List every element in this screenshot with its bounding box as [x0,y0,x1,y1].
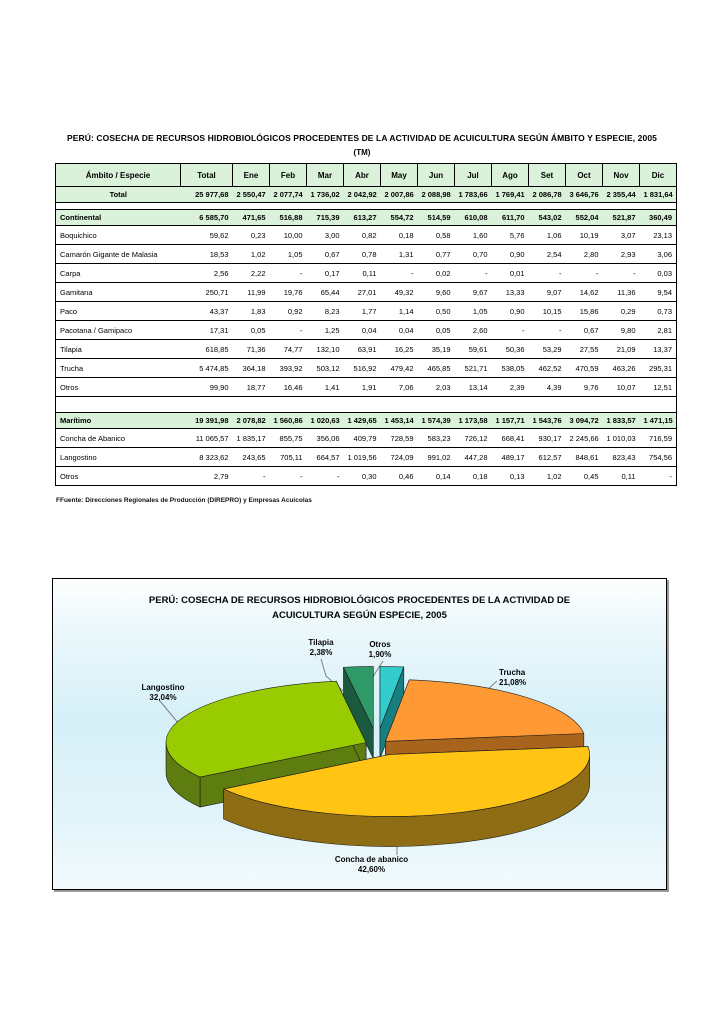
value-cell: 543,02 [529,210,566,226]
table-row [56,378,677,397]
value-cell: - [270,321,307,340]
value-cell: 848,61 [566,448,603,467]
table-row [56,264,677,283]
value-cell: 9,54 [640,283,677,302]
table-spacer-row [56,397,677,413]
value-cell: 0,58 [418,226,455,245]
row-label: Boquichico [56,226,181,245]
value-cell: 2 078,82 [233,413,270,429]
value-cell: 360,49 [640,210,677,226]
value-cell: 0,30 [344,467,381,486]
value-cell: 9,80 [603,321,640,340]
value-cell: 0,18 [455,467,492,486]
value-cell: 18,77 [233,378,270,397]
table-row [56,448,677,467]
value-cell: 23,13 [640,226,677,245]
row-label: Total [56,187,181,203]
value-cell: 0,46 [381,467,418,486]
value-cell: 1,25 [307,321,344,340]
value-cell: 1,31 [381,245,418,264]
value-cell: 552,04 [566,210,603,226]
pie-label-langostino [117,683,209,704]
table-row [56,359,677,378]
value-cell: 715,39 [307,210,344,226]
column-header: Oct [566,164,603,187]
value-cell: 1,60 [455,226,492,245]
value-cell: 1 019,56 [344,448,381,467]
value-cell: 516,92 [344,359,381,378]
value-cell: 1,02 [233,245,270,264]
spacer-cell [56,397,677,413]
value-cell: 59,61 [455,340,492,359]
value-cell: 6 585,70 [181,210,233,226]
value-cell: 1 157,71 [492,413,529,429]
value-cell: 3,00 [307,226,344,245]
pie-slice-trucha [385,680,583,742]
value-cell: 3 646,76 [566,187,603,203]
value-cell: 43,37 [181,302,233,321]
value-cell: 99,90 [181,378,233,397]
value-cell: 0,01 [492,264,529,283]
value-cell: 613,27 [344,210,381,226]
value-cell: - [270,467,307,486]
value-cell: 2 245,66 [566,429,603,448]
table-row [56,226,677,245]
row-label: Carpa [56,264,181,283]
value-cell: 14,62 [566,283,603,302]
value-cell: 728,59 [381,429,418,448]
slice-name: Trucha [499,668,526,677]
value-cell: 0,14 [418,467,455,486]
value-cell: 409,79 [344,429,381,448]
value-cell: 13,33 [492,283,529,302]
value-cell: 1,02 [529,467,566,486]
value-cell: 0,29 [603,302,640,321]
value-cell: 1,91 [344,378,381,397]
source-note: FFuente: Direcciones Regionales de Producción (DIREPRO) y Empresas Acuícolas [56,497,312,504]
value-cell: - [233,467,270,486]
value-cell: 4,39 [529,378,566,397]
value-cell: 27,01 [344,283,381,302]
value-cell: 53,29 [529,340,566,359]
table-row [56,413,677,429]
value-cell: 0,50 [418,302,455,321]
table-row [56,429,677,448]
value-cell: 16,46 [270,378,307,397]
value-cell: 0,67 [307,245,344,264]
value-cell: 27,55 [566,340,603,359]
value-cell: 0,82 [344,226,381,245]
value-cell: 618,85 [181,340,233,359]
value-cell: 0,45 [566,467,603,486]
value-cell: 2 007,86 [381,187,418,203]
value-cell: 668,41 [492,429,529,448]
table-row [56,321,677,340]
value-cell: 1,14 [381,302,418,321]
column-header: Ámbito / Especie [56,164,181,187]
row-label: Camarón Gigante de Malasia [56,245,181,264]
column-header: Jun [418,164,455,187]
value-cell: 612,57 [529,448,566,467]
value-cell: 10,00 [270,226,307,245]
value-cell: 724,09 [381,448,418,467]
value-cell: 1 835,17 [233,429,270,448]
value-cell: 2,93 [603,245,640,264]
value-cell: 1,83 [233,302,270,321]
column-header: Ene [233,164,270,187]
value-cell: 393,92 [270,359,307,378]
value-cell: 991,02 [418,448,455,467]
value-cell: 1 429,65 [344,413,381,429]
value-cell: - [529,321,566,340]
pie-label-concha [299,855,444,876]
value-cell: 611,70 [492,210,529,226]
value-cell: 471,65 [233,210,270,226]
row-label: Continental [56,210,181,226]
value-cell: 2,22 [233,264,270,283]
value-cell: 10,19 [566,226,603,245]
value-cell: 9,67 [455,283,492,302]
value-cell: 16,25 [381,340,418,359]
column-header: Nov [603,164,640,187]
table-spacer-row [56,203,677,210]
column-header: Set [529,164,566,187]
value-cell: 59,62 [181,226,233,245]
value-cell: 1 560,86 [270,413,307,429]
table-row [56,302,677,321]
value-cell: 19,76 [270,283,307,302]
value-cell: 855,75 [270,429,307,448]
value-cell: 11,99 [233,283,270,302]
value-cell: 1 020,63 [307,413,344,429]
value-cell: 0,92 [270,302,307,321]
value-cell: 2 042,92 [344,187,381,203]
row-label: Paco [56,302,181,321]
value-cell: 295,31 [640,359,677,378]
value-cell: 9,07 [529,283,566,302]
value-cell: 930,17 [529,429,566,448]
column-header: Feb [270,164,307,187]
value-cell: 15,86 [566,302,603,321]
slice-name: Tilapia [308,638,334,647]
value-cell: 1,77 [344,302,381,321]
value-cell: 132,10 [307,340,344,359]
value-cell: 13,37 [640,340,677,359]
value-cell: 2 550,47 [233,187,270,203]
value-cell: 463,26 [603,359,640,378]
value-cell: 5 474,85 [181,359,233,378]
value-cell: 10,15 [529,302,566,321]
slice-percent: 42,60% [357,865,386,875]
row-label: Langostino [56,448,181,467]
column-header: Mar [307,164,344,187]
value-cell: - [492,321,529,340]
value-cell: 823,43 [603,448,640,467]
value-cell: 664,57 [307,448,344,467]
table-row [56,467,677,486]
value-cell: 1,41 [307,378,344,397]
row-label: Tilapia [56,340,181,359]
table-row [56,283,677,302]
value-cell: - [381,264,418,283]
value-cell: 462,52 [529,359,566,378]
column-header: Jul [455,164,492,187]
value-cell: 0,17 [307,264,344,283]
value-cell: 21,09 [603,340,640,359]
pie-chart-panel [52,578,667,890]
value-cell: 0,67 [566,321,603,340]
value-cell: 489,17 [492,448,529,467]
value-cell: 465,85 [418,359,455,378]
value-cell: 0,13 [492,467,529,486]
value-cell: 705,11 [270,448,307,467]
value-cell: 65,44 [307,283,344,302]
value-cell: 726,12 [455,429,492,448]
value-cell: 71,36 [233,340,270,359]
value-cell: 9,76 [566,378,603,397]
value-cell: 0,70 [455,245,492,264]
value-cell: 8,23 [307,302,344,321]
value-cell: 49,32 [381,283,418,302]
value-cell: 470,59 [566,359,603,378]
slice-name: Concha de abanico [334,855,409,864]
value-cell: 554,72 [381,210,418,226]
value-cell: 364,18 [233,359,270,378]
value-cell: 1 769,41 [492,187,529,203]
value-cell: 3,07 [603,226,640,245]
value-cell: - [603,264,640,283]
value-cell: 2,80 [566,245,603,264]
unit-note: (TM) [353,148,371,157]
value-cell: 19 391,98 [181,413,233,429]
value-cell: 2,81 [640,321,677,340]
value-cell: 2 086,78 [529,187,566,203]
value-cell: - [529,264,566,283]
value-cell: - [566,264,603,283]
pie-3d-chart [53,579,666,889]
row-label: Marítimo [56,413,181,429]
value-cell: 12,51 [640,378,677,397]
value-cell: - [270,264,307,283]
value-cell: 25 977,68 [181,187,233,203]
value-cell: 35,19 [418,340,455,359]
value-cell: 356,06 [307,429,344,448]
value-cell: 1,06 [529,226,566,245]
value-cell: 716,59 [640,429,677,448]
value-cell: 2,03 [418,378,455,397]
value-cell: 1 173,58 [455,413,492,429]
value-cell: 2,60 [455,321,492,340]
value-cell: - [307,467,344,486]
value-cell: 2,56 [181,264,233,283]
document-title: PERÚ: COSECHA DE RECURSOS HIDROBIOLÓGICOS PROCEDENTES DE LA ACTIVIDAD DE ACUICULTURA SEGÚN ÁMBITO Y ESPECIE, 2005 [66,133,657,143]
value-cell: 1 010,03 [603,429,640,448]
slice-percent: 32,04% [149,693,177,703]
value-cell: 18,53 [181,245,233,264]
slice-name: Otros [369,640,391,649]
value-cell: 50,36 [492,340,529,359]
chart-title: PERÚ: COSECHA DE RECURSOS HIDROBIOLÓGICOS PROCEDENTES DE LA ACTIVIDAD DE ACUICULTURA SEGÚN ESPECIE, 2005 [148,595,571,621]
row-label: Otros [56,467,181,486]
slice-name: Langostino [141,683,185,692]
value-cell: 754,56 [640,448,677,467]
row-label: Otros [56,378,181,397]
value-cell: 2 088,98 [418,187,455,203]
value-cell: 0,11 [344,264,381,283]
value-cell: 0,02 [418,264,455,283]
value-cell: 1,05 [270,245,307,264]
value-cell: 0,73 [640,302,677,321]
value-cell: 5,76 [492,226,529,245]
value-cell: 538,05 [492,359,529,378]
value-cell: 1 574,39 [418,413,455,429]
value-cell: 0,90 [492,245,529,264]
value-cell: 1 736,02 [307,187,344,203]
value-cell: 7,06 [381,378,418,397]
value-cell: 1 543,76 [529,413,566,429]
table-header [56,164,677,187]
value-cell: 2,54 [529,245,566,264]
value-cell: 13,14 [455,378,492,397]
value-cell: 0,23 [233,226,270,245]
value-cell: 0,05 [233,321,270,340]
value-cell: 583,23 [418,429,455,448]
value-cell: 0,78 [344,245,381,264]
value-cell: 1 783,66 [455,187,492,203]
value-cell: 2,39 [492,378,529,397]
value-cell: 74,77 [270,340,307,359]
column-header: Abr [344,164,381,187]
column-header: Ago [492,164,529,187]
column-header: Dic [640,164,677,187]
value-cell: 503,12 [307,359,344,378]
slice-percent: 2,38% [309,648,333,658]
value-cell: 1 471,15 [640,413,677,429]
column-header: Total [181,164,233,187]
table-row [56,340,677,359]
value-cell: 2 355,44 [603,187,640,203]
column-header: May [381,164,418,187]
value-cell: 17,31 [181,321,233,340]
value-cell: 250,71 [181,283,233,302]
row-label: Pacotana / Gamipaco [56,321,181,340]
value-cell: 1 833,57 [603,413,640,429]
value-cell: 0,77 [418,245,455,264]
value-cell: 1 453,14 [381,413,418,429]
pie-label-trucha [499,668,579,689]
harvest-table [55,163,677,486]
table-row [56,245,677,264]
value-cell: 0,90 [492,302,529,321]
value-cell: 514,59 [418,210,455,226]
value-cell: 0,03 [640,264,677,283]
value-cell: 1 831,64 [640,187,677,203]
value-cell: 447,28 [455,448,492,467]
value-cell: 11 065,57 [181,429,233,448]
value-cell: 11,36 [603,283,640,302]
value-cell: 521,71 [455,359,492,378]
value-cell: - [455,264,492,283]
value-cell: 610,08 [455,210,492,226]
slice-percent: 21,08% [499,678,527,688]
value-cell: 2,79 [181,467,233,486]
row-label: Gamitana [56,283,181,302]
value-cell: 2 077,74 [270,187,307,203]
value-cell: 0,18 [381,226,418,245]
value-cell: 0,04 [344,321,381,340]
value-cell: 1,05 [455,302,492,321]
table-row [56,210,677,226]
slice-percent: 1,90% [368,650,392,660]
value-cell: 521,87 [603,210,640,226]
value-cell: 3,06 [640,245,677,264]
row-label: Concha de Abanico [56,429,181,448]
row-label: Trucha [56,359,181,378]
value-cell: 0,11 [603,467,640,486]
value-cell: - [640,467,677,486]
value-cell: 516,88 [270,210,307,226]
spacer-cell [56,203,677,210]
value-cell: 3 094,72 [566,413,603,429]
value-cell: 8 323,62 [181,448,233,467]
value-cell: 0,04 [381,321,418,340]
value-cell: 0,05 [418,321,455,340]
value-cell: 9,60 [418,283,455,302]
value-cell: 479,42 [381,359,418,378]
table-row [56,187,677,203]
pie-label-tilapia [283,638,359,659]
value-cell: 10,07 [603,378,640,397]
value-cell: 63,91 [344,340,381,359]
value-cell: 243,65 [233,448,270,467]
